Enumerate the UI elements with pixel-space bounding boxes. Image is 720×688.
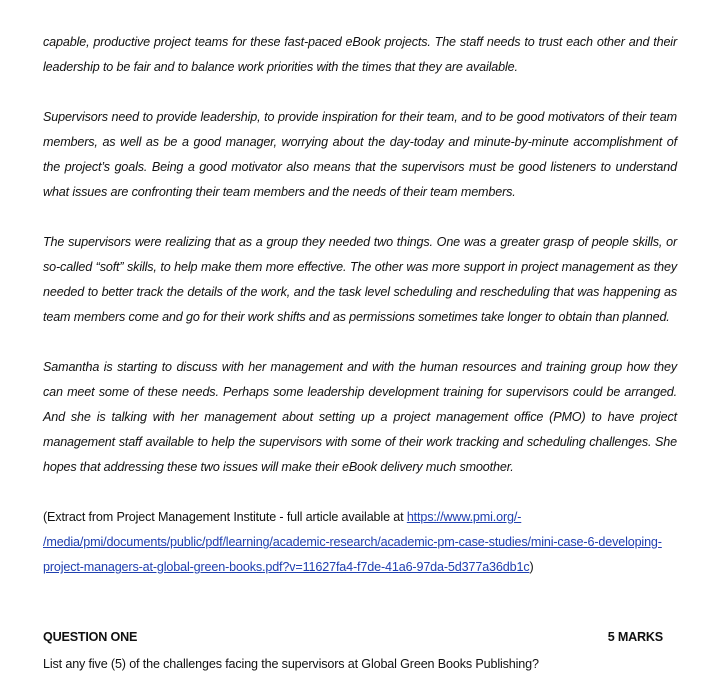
paragraph-2: Supervisors need to provide leadership, to provide inspiration for their team, and to be good motivators of their team members, as well as be a good manager, worrying about the day-today and minute-by-minute accomplishment of the project’s goals. Being a good motivator also means that the supervisors must be good listeners to understand what issues are confronting their team members and the needs of their team members.	[43, 110, 677, 199]
source-link-part-2: /media/pmi/documents/public/pdf/learning/academic-research/academic-pm-case-studies/mini-case-6-developing-	[43, 535, 662, 549]
paragraph-4: Samantha is starting to discuss with her management and with the human resources and training group how they can meet some of these needs. Perhaps some leadership development training for supervisors could be arranged. And she is talking with her management about setting up a project management office (PMO) to have project management staff available to help the supervisors with some of their work tracking and scheduling challenges. She hopes that addressing these two issues will make their eBook delivery much smoother.	[43, 360, 677, 474]
extract-suffix: )	[529, 560, 534, 574]
question-marks: 5 MARKS	[607, 630, 663, 644]
question-text: List any five (5) of the challenges facing the supervisors at Global Green Books Publishing?	[43, 657, 539, 671]
extract-prefix: (Extract from Project Management Institute - full article available at	[43, 510, 407, 524]
article-body	[43, 30, 677, 580]
question-header	[43, 630, 663, 644]
paragraph-1: capable, productive project teams for these fast-paced eBook projects. The staff needs to trust each other and their leadership to be fair and to balance work priorities with the times that they are available.	[43, 35, 677, 74]
source-link-part-1: https://www.pmi.org/-	[406, 510, 522, 524]
source-link-part-3: project-managers-at-global-green-books.pdf?v=11627fa4-f7de-41a6-97da-5d377a36db1c	[43, 560, 530, 574]
source-extract	[43, 505, 677, 580]
paragraph-3: The supervisors were realizing that as a group they needed two things. One was a greater grasp of people skills, or so-called “soft” skills, to help make them more effective. The other was more support in project management as they needed to better track the details of the work, and the task level scheduling and rescheduling that was happening as team members come and go for their work shifts and as permissions sometimes take longer to obtain than planned.	[43, 235, 677, 324]
question-title: QUESTION ONE	[43, 630, 138, 644]
